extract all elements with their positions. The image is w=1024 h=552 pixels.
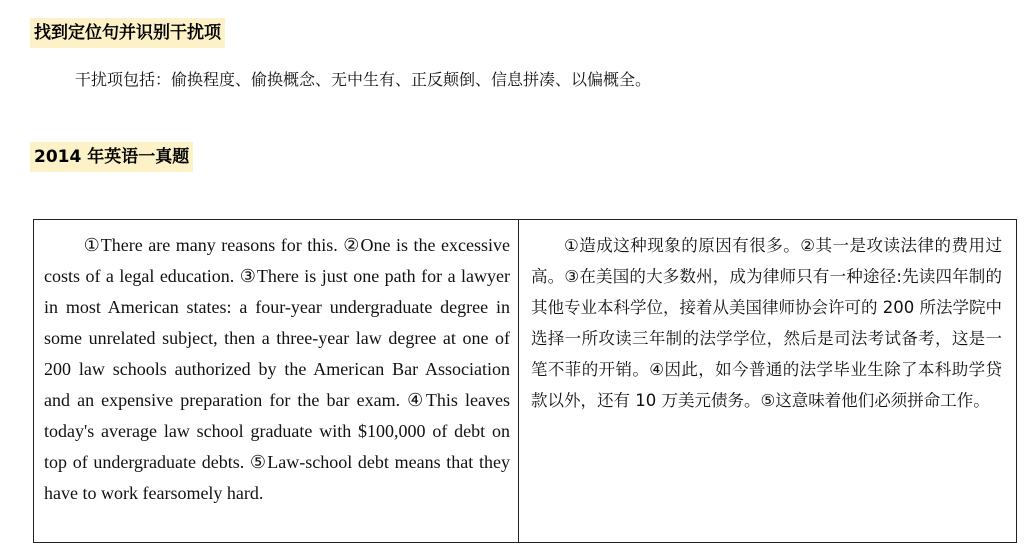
english-passage-cell: ①There are many reasons for this. ②One is the excessive costs of a legal education. ③There is just one path for a lawyer in most American states: a four-year undergraduate degree in some unrelated subject, then a three-year law degree at one of 200 law schools authorized by the American Bar Association and an expensive preparation for the bar exam. ④This leaves today's average law school graduate with $100,000 of debt on top of undergraduate debts. ⑤Law-school debt means that they have to work fearsomely hard. [34, 220, 519, 542]
section-heading-locate-distractors: 找到定位句并识别干扰项 [30, 18, 225, 48]
section-heading-2014-exam: 2014 年英语一真题 [30, 142, 193, 172]
passage-translation-table [33, 219, 1017, 543]
chinese-translation-cell: ①造成这种现象的原因有很多。②其一是攻读法律的费用过高。③在美国的大多数州，成为律师只有一种途径:先读四年制的其他专业本科学位，接着从美国律师协会许可的 200 所法学院中选择一所攻读三年制的法学学位，然后是司法考试备考，这是一笔不菲的开销。④因此，如今普通的法学毕业生除了本科助学贷款以外，还有 10 万美元债务。⑤这意味着他们必须拼命工作。 [531, 236, 1002, 410]
distractor-types-intro: 干扰项包括：偷换程度、偷换概念、无中生有、正反颠倒、信息拼凑、以偏概全。 [75, 70, 652, 89]
